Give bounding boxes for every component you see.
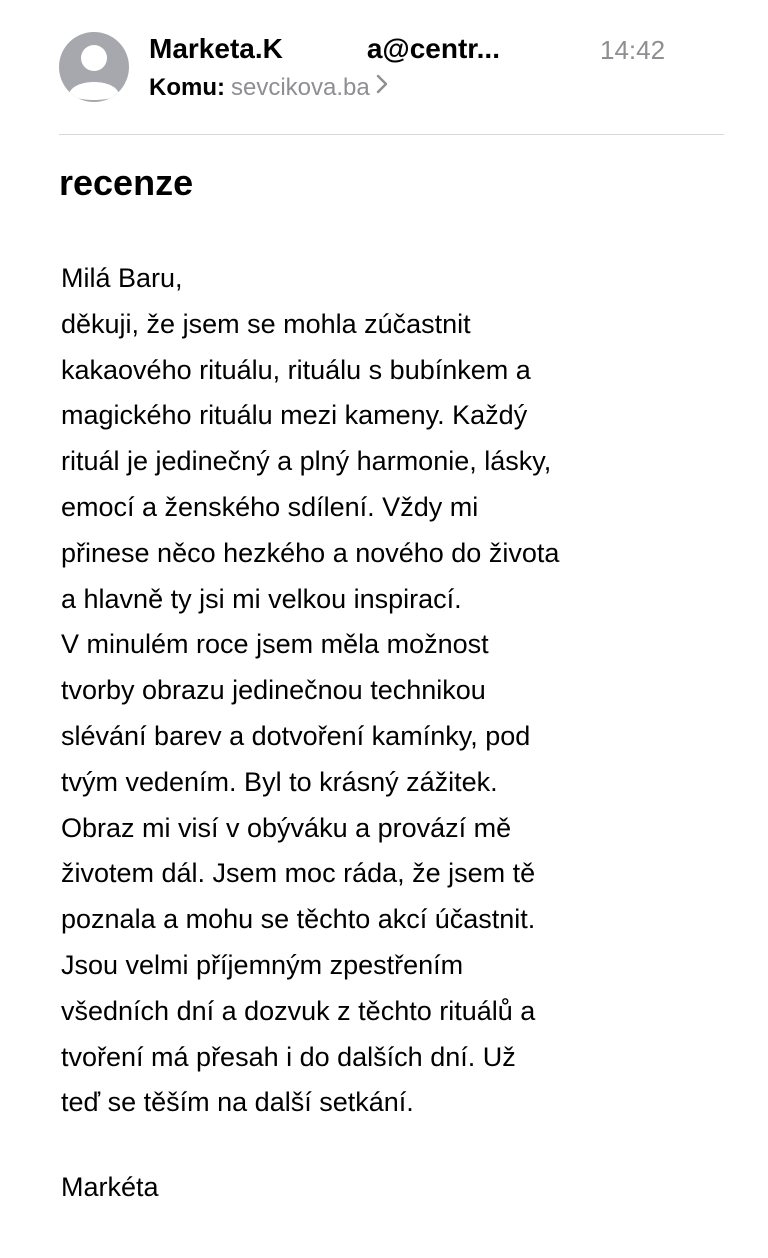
- body-line: Milá Baru,: [61, 263, 183, 293]
- body-line: teď se těším na další setkání.: [61, 1087, 414, 1118]
- sender-name[interactable]: [149, 32, 589, 66]
- body-line: slévání barev a dotvoření kamínky, pod: [61, 720, 531, 751]
- body-line: V minulém roce jsem měla možnost: [61, 629, 489, 660]
- email-time: 14:42: [600, 35, 666, 65]
- recipient-label: Komu:: [149, 74, 225, 101]
- body-line: životem dál. Jsem moc ráda, že jsem tě: [61, 858, 536, 889]
- body-line: tvoření má přesah i do dalších dní. Už: [61, 1041, 516, 1072]
- body-line: tvým vedením. Byl to krásný zážitek.: [61, 766, 498, 797]
- body-line: Jsou velmi příjemným zpestřením: [61, 949, 464, 980]
- person-avatar-icon: [59, 32, 129, 102]
- email-subject: recenze: [59, 162, 194, 203]
- header-divider: [59, 134, 724, 135]
- body-line: kakaového rituálu, rituálu s bubínkem a: [61, 354, 531, 385]
- body-line: rituál je jedinečný a plný harmonie, lásky,: [61, 446, 552, 477]
- body-line: všedních dní a dozvuk z těchto rituálů a: [61, 995, 536, 1026]
- email-signature: Markéta: [61, 1172, 159, 1202]
- sender-email-text: a@centr...: [366, 33, 500, 64]
- body-line: emocí a ženského sdílení. Vždy mi: [61, 491, 479, 522]
- body-line: magického rituálu mezi kameny. Každý: [61, 400, 528, 431]
- body-line: poznala a mohu se těchto akcí účastnit.: [61, 904, 536, 935]
- body-line: přinese něco hezkého a nového do života: [61, 537, 560, 568]
- sender-name-text: Marketa.K: [149, 33, 283, 64]
- recipient-line[interactable]: [149, 73, 388, 103]
- recipient-address: sevcikova.ba: [230, 74, 370, 101]
- body-line: tvorby obrazu jedinečnou technikou: [61, 675, 486, 706]
- body-line: Obraz mi visí v obýváku a provází mě: [61, 812, 512, 843]
- body-line: děkuji, že jsem se mohla zúčastnit: [61, 308, 471, 339]
- email-header: [0, 0, 768, 134]
- sender-avatar-icon[interactable]: [59, 32, 129, 102]
- body-line: a hlavně ty jsi mi velkou inspirací.: [61, 583, 462, 614]
- chevron-right-icon: [376, 72, 388, 102]
- email-body: [61, 256, 741, 1126]
